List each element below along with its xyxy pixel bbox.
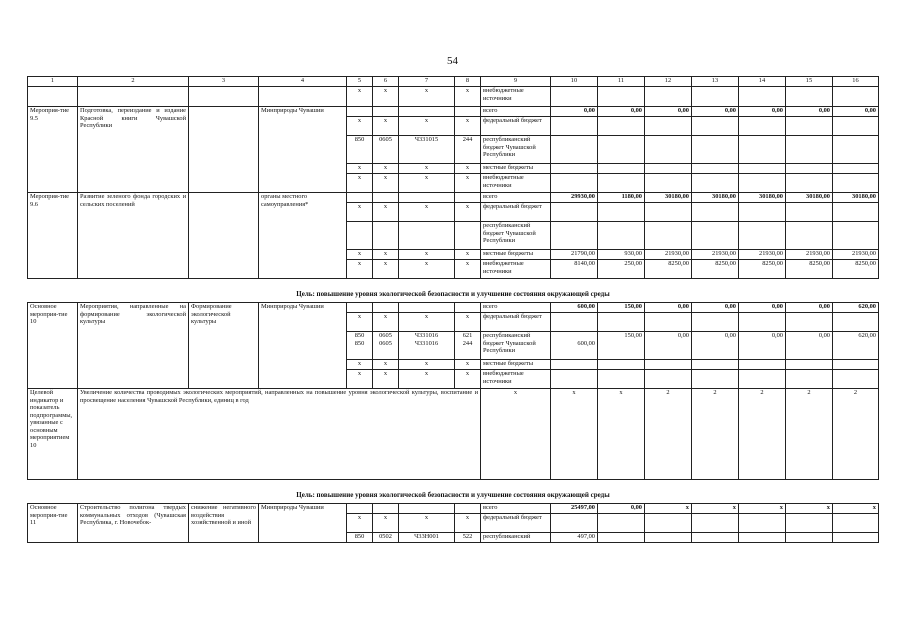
kbk-cell	[455, 222, 481, 250]
value-cell: 0,00	[692, 107, 739, 117]
value-cell: 930,00	[598, 250, 645, 260]
value-cell	[645, 117, 692, 136]
kbk-cell	[455, 193, 481, 203]
funding-source: внебюджетные источники	[481, 370, 551, 389]
funding-source: федеральный бюджет	[481, 313, 551, 332]
value-cell: 250,00	[598, 260, 645, 279]
kbk-cell: x	[373, 360, 399, 370]
kbk-cell: x	[455, 514, 481, 533]
kbk-cell: x	[455, 174, 481, 193]
column-header: 2	[78, 77, 189, 87]
funding-source: республиканский бюджет Чувашской Республики	[481, 332, 551, 360]
value-cell: x	[692, 504, 739, 514]
kbk-cell	[399, 193, 455, 203]
kbk-cell: x	[399, 203, 455, 222]
value-cell	[833, 222, 879, 250]
kbk-cell	[373, 504, 399, 514]
empty-cell	[78, 87, 189, 107]
kbk-cell: 0605 0605	[373, 332, 399, 360]
value-cell: 0,00	[598, 107, 645, 117]
value-cell	[645, 313, 692, 332]
indicator-name: Целевой индикатор и показатель подпрограммы, увязанные с основным мероприятием 10	[28, 389, 78, 480]
kbk-cell: x	[373, 117, 399, 136]
kbk-cell: x	[455, 250, 481, 260]
kbk-cell	[455, 107, 481, 117]
value-cell	[551, 136, 598, 164]
value-cell	[645, 360, 692, 370]
indicator-text: Увеличение количества проводимых экологических мероприятий, направленных на повышение уровня экологической культуры, воспитание и просвещение населения Чувашской Республики, единиц в год	[78, 389, 481, 480]
indicator-value: x	[481, 389, 551, 480]
event-executor: Минприроды Чувашии	[259, 303, 347, 389]
value-cell	[551, 313, 598, 332]
indicator-value: x	[598, 389, 645, 480]
kbk-cell: x	[347, 203, 373, 222]
column-header: 13	[692, 77, 739, 87]
event-name: Основное мероприя-тие 10	[28, 303, 78, 389]
value-cell: 30180,00	[833, 193, 879, 203]
kbk-cell: x	[373, 250, 399, 260]
event-executor: органы местного самоуправления*	[259, 193, 347, 279]
kbk-cell	[373, 222, 399, 250]
value-cell: 8250,00	[739, 260, 786, 279]
value-cell	[786, 360, 833, 370]
kbk-cell: x	[399, 360, 455, 370]
value-cell	[739, 370, 786, 389]
value-cell	[645, 533, 692, 543]
value-cell	[551, 360, 598, 370]
value-cell	[786, 370, 833, 389]
value-cell	[833, 174, 879, 193]
value-cell	[551, 370, 598, 389]
value-cell	[692, 514, 739, 533]
value-cell: 8250,00	[833, 260, 879, 279]
value-cell	[692, 222, 739, 250]
value-cell	[833, 514, 879, 533]
value-cell: 21930,00	[645, 250, 692, 260]
kbk-cell	[347, 193, 373, 203]
value-cell	[692, 370, 739, 389]
kbk-cell: x	[373, 87, 399, 107]
column-header: 5	[347, 77, 373, 87]
kbk-cell: x	[399, 370, 455, 389]
value-cell	[645, 136, 692, 164]
kbk-cell: x	[399, 514, 455, 533]
value-cell	[692, 164, 739, 174]
value-cell	[551, 174, 598, 193]
value-cell	[739, 87, 786, 107]
kbk-cell: x	[455, 117, 481, 136]
funding-source: всего	[481, 107, 551, 117]
kbk-cell: 0605	[373, 136, 399, 164]
event-description: Подготовка, переиздание и издание Красной книги Чувашской Республики	[78, 107, 189, 193]
goal-heading: Цель: повышение уровня экологической безопасности и улучшение состояния окружающей среды	[296, 290, 610, 299]
kbk-cell: x	[347, 514, 373, 533]
value-cell	[598, 87, 645, 107]
kbk-cell: x	[347, 360, 373, 370]
value-cell	[786, 222, 833, 250]
value-cell	[645, 203, 692, 222]
funding-source: внебюджетные источники	[481, 87, 551, 107]
value-cell	[551, 117, 598, 136]
funding-source: внебюджетные источники	[481, 260, 551, 279]
value-cell: 0,00	[645, 303, 692, 313]
funding-source: местные бюджеты	[481, 250, 551, 260]
value-cell	[786, 117, 833, 136]
value-cell: 21930,00	[692, 250, 739, 260]
value-cell: x	[739, 504, 786, 514]
value-cell	[645, 174, 692, 193]
event-name: Мероприя-тие 9.5	[28, 107, 78, 193]
table-row	[28, 193, 879, 203]
value-cell: 0,00	[786, 332, 833, 360]
value-cell	[645, 370, 692, 389]
value-cell	[739, 117, 786, 136]
value-cell	[692, 117, 739, 136]
value-cell	[786, 313, 833, 332]
value-cell	[692, 533, 739, 543]
value-cell: 600,00	[551, 303, 598, 313]
event-result: снижение негативного воздействия хозяйственной и иной	[189, 504, 259, 543]
value-cell	[598, 164, 645, 174]
kbk-cell: x	[373, 260, 399, 279]
value-cell: 21930,00	[739, 250, 786, 260]
column-header: 4	[259, 77, 347, 87]
kbk-cell: 0502	[373, 533, 399, 543]
column-header: 11	[598, 77, 645, 87]
value-cell	[551, 87, 598, 107]
kbk-cell	[373, 303, 399, 313]
kbk-cell	[399, 303, 455, 313]
column-header: 14	[739, 77, 786, 87]
value-cell: 1180,00	[598, 193, 645, 203]
empty-cell	[28, 87, 78, 107]
kbk-cell: x	[399, 117, 455, 136]
table-row	[28, 504, 879, 514]
value-cell: 21790,00	[551, 250, 598, 260]
indicator-value: 2	[833, 389, 879, 480]
value-cell: 0,00	[551, 107, 598, 117]
value-cell	[786, 87, 833, 107]
value-cell	[551, 203, 598, 222]
value-cell: 0,00	[598, 504, 645, 514]
value-cell: 0,00	[645, 332, 692, 360]
kbk-cell	[399, 222, 455, 250]
page-number: 54	[447, 55, 458, 67]
value-cell	[833, 117, 879, 136]
value-cell: 30180,00	[739, 193, 786, 203]
goal-row	[28, 279, 879, 303]
kbk-cell: x	[347, 313, 373, 332]
column-header: 12	[645, 77, 692, 87]
funding-source: республиканский бюджет Чувашской Республики	[481, 222, 551, 250]
event-description: Мероприятия, направленные на формирование экологической культуры	[78, 303, 189, 389]
kbk-cell	[347, 107, 373, 117]
kbk-cell: 621 244	[455, 332, 481, 360]
empty-cell	[259, 87, 347, 107]
value-cell	[598, 203, 645, 222]
value-cell	[739, 136, 786, 164]
indicator-value: x	[551, 389, 598, 480]
value-cell	[692, 174, 739, 193]
value-cell	[598, 370, 645, 389]
value-cell	[598, 313, 645, 332]
value-cell	[692, 360, 739, 370]
funding-source: местные бюджеты	[481, 360, 551, 370]
value-cell	[833, 370, 879, 389]
kbk-cell: x	[455, 370, 481, 389]
value-cell	[739, 313, 786, 332]
table-row	[28, 303, 879, 313]
kbk-cell	[347, 504, 373, 514]
value-cell: x	[833, 504, 879, 514]
value-cell: 21930,00	[786, 250, 833, 260]
kbk-cell: Ч33Н001	[399, 533, 455, 543]
kbk-cell	[455, 303, 481, 313]
event-name: Основное мероприя-тие 11	[28, 504, 78, 543]
kbk-cell: Ч331016 Ч331016	[399, 332, 455, 360]
value-cell	[598, 360, 645, 370]
value-cell	[739, 174, 786, 193]
funding-source: всего	[481, 193, 551, 203]
kbk-cell: x	[347, 260, 373, 279]
value-cell	[786, 174, 833, 193]
kbk-cell: x	[373, 164, 399, 174]
funding-source: всего	[481, 504, 551, 514]
value-cell	[692, 136, 739, 164]
kbk-cell: x	[399, 87, 455, 107]
kbk-cell: 850	[347, 533, 373, 543]
value-cell: x	[645, 504, 692, 514]
kbk-cell: x	[373, 514, 399, 533]
kbk-cell: x	[399, 313, 455, 332]
column-header: 8	[455, 77, 481, 87]
kbk-cell: 850 850	[347, 332, 373, 360]
indicator-value: 2	[786, 389, 833, 480]
value-cell: 620,00	[833, 332, 879, 360]
kbk-cell: x	[347, 370, 373, 389]
value-cell	[739, 203, 786, 222]
funding-source: федеральный бюджет	[481, 203, 551, 222]
value-cell	[833, 360, 879, 370]
event-description: Строительство полигона твердых коммунальных отходов (Чувашская Республика, г. Новочебок-	[78, 504, 189, 543]
kbk-cell: x	[399, 250, 455, 260]
event-description: Развитие зеленого фонда городских и сельских поселений	[78, 193, 189, 279]
kbk-cell: x	[347, 164, 373, 174]
value-cell	[598, 117, 645, 136]
kbk-cell	[399, 107, 455, 117]
value-cell: 8140,00	[551, 260, 598, 279]
kbk-cell	[399, 504, 455, 514]
value-cell	[786, 514, 833, 533]
budget-table	[27, 76, 879, 543]
value-cell: 25497,00	[551, 504, 598, 514]
funding-source: всего	[481, 303, 551, 313]
kbk-cell	[373, 193, 399, 203]
column-header: 16	[833, 77, 879, 87]
kbk-cell: x	[373, 203, 399, 222]
indicator-value: 2	[692, 389, 739, 480]
kbk-cell: x	[455, 203, 481, 222]
value-cell: 0,00	[692, 303, 739, 313]
value-cell	[786, 203, 833, 222]
kbk-cell: x	[399, 174, 455, 193]
value-cell: 0,00	[645, 107, 692, 117]
kbk-cell: 244	[455, 136, 481, 164]
value-cell	[833, 87, 879, 107]
value-cell: 0,00	[739, 107, 786, 117]
kbk-cell: 850	[347, 136, 373, 164]
value-cell: 0,00	[739, 303, 786, 313]
value-cell	[692, 313, 739, 332]
kbk-cell: x	[399, 260, 455, 279]
kbk-cell: x	[455, 360, 481, 370]
value-cell: 0,00	[739, 332, 786, 360]
column-header: 7	[399, 77, 455, 87]
value-cell	[551, 164, 598, 174]
kbk-cell: x	[455, 164, 481, 174]
value-cell: 21930,00	[833, 250, 879, 260]
value-cell: 0,00	[786, 303, 833, 313]
value-cell	[598, 222, 645, 250]
table-row	[28, 107, 879, 117]
value-cell	[739, 164, 786, 174]
column-header-row	[28, 77, 879, 87]
value-cell	[786, 136, 833, 164]
kbk-cell: x	[373, 174, 399, 193]
value-cell	[598, 514, 645, 533]
kbk-cell: x	[347, 117, 373, 136]
kbk-cell: x	[455, 260, 481, 279]
value-cell: 30180,00	[645, 193, 692, 203]
value-cell: 620,00	[833, 303, 879, 313]
value-cell: 0,00	[692, 332, 739, 360]
goal-heading: Цель: повышение уровня экологической безопасности и улучшение состояния окружающей среды	[296, 491, 610, 500]
event-result	[189, 107, 259, 193]
kbk-cell: x	[399, 164, 455, 174]
event-executor: Минприроды Чувашии	[259, 107, 347, 193]
kbk-cell: x	[373, 370, 399, 389]
indicator-row	[28, 389, 879, 480]
value-cell: 0,00	[786, 107, 833, 117]
kbk-cell: x	[373, 313, 399, 332]
value-cell: 0,00	[833, 107, 879, 117]
funding-source: федеральный бюджет	[481, 514, 551, 533]
event-name: Мероприя-тие 9.6	[28, 193, 78, 279]
goal-row	[28, 480, 879, 504]
value-cell	[833, 203, 879, 222]
value-cell	[739, 514, 786, 533]
column-header: 1	[28, 77, 78, 87]
value-cell	[551, 222, 598, 250]
column-header: 10	[551, 77, 598, 87]
kbk-cell: x	[347, 174, 373, 193]
value-cell: 8250,00	[692, 260, 739, 279]
funding-source: местные бюджеты	[481, 164, 551, 174]
value-cell	[645, 514, 692, 533]
column-header: 6	[373, 77, 399, 87]
event-executor: Минприроды Чувашии	[259, 504, 347, 543]
value-cell: 497,00	[551, 533, 598, 543]
event-result: Формирование экологической культуры	[189, 303, 259, 389]
funding-source: федеральный бюджет	[481, 117, 551, 136]
value-cell	[645, 87, 692, 107]
value-cell: x	[786, 504, 833, 514]
value-cell	[786, 164, 833, 174]
indicator-value: 2	[645, 389, 692, 480]
kbk-cell: Ч331015	[399, 136, 455, 164]
kbk-cell	[373, 107, 399, 117]
value-cell	[833, 164, 879, 174]
value-cell: 150,00	[598, 303, 645, 313]
value-cell	[833, 533, 879, 543]
value-cell	[786, 533, 833, 543]
value-cell	[598, 174, 645, 193]
funding-source: республиканский	[481, 533, 551, 543]
kbk-cell: 522	[455, 533, 481, 543]
value-cell: 150,00	[598, 332, 645, 360]
value-cell	[645, 222, 692, 250]
value-cell	[692, 203, 739, 222]
value-cell	[598, 136, 645, 164]
kbk-cell	[347, 303, 373, 313]
kbk-cell	[347, 222, 373, 250]
value-cell: 30180,00	[786, 193, 833, 203]
kbk-cell: x	[347, 250, 373, 260]
value-cell: 8250,00	[645, 260, 692, 279]
value-cell: 30180,00	[692, 193, 739, 203]
value-cell	[551, 514, 598, 533]
value-cell: 8250,00	[786, 260, 833, 279]
event-result	[189, 193, 259, 279]
value-cell	[645, 164, 692, 174]
value-cell: 29930,00	[551, 193, 598, 203]
indicator-value: 2	[739, 389, 786, 480]
value-cell	[598, 533, 645, 543]
value-cell	[739, 360, 786, 370]
value-cell	[833, 313, 879, 332]
funding-source: республиканский бюджет Чувашской Республики	[481, 136, 551, 164]
value-cell	[692, 87, 739, 107]
kbk-cell	[455, 504, 481, 514]
column-header: 15	[786, 77, 833, 87]
column-header: 9	[481, 77, 551, 87]
empty-cell	[189, 87, 259, 107]
value-cell: 600,00	[551, 332, 598, 360]
funding-source: внебюджетные источники	[481, 174, 551, 193]
value-cell	[739, 533, 786, 543]
table-row	[28, 87, 879, 107]
column-header: 3	[189, 77, 259, 87]
kbk-cell: x	[347, 87, 373, 107]
value-cell	[739, 222, 786, 250]
kbk-cell: x	[455, 313, 481, 332]
kbk-cell: x	[455, 87, 481, 107]
value-cell	[833, 136, 879, 164]
